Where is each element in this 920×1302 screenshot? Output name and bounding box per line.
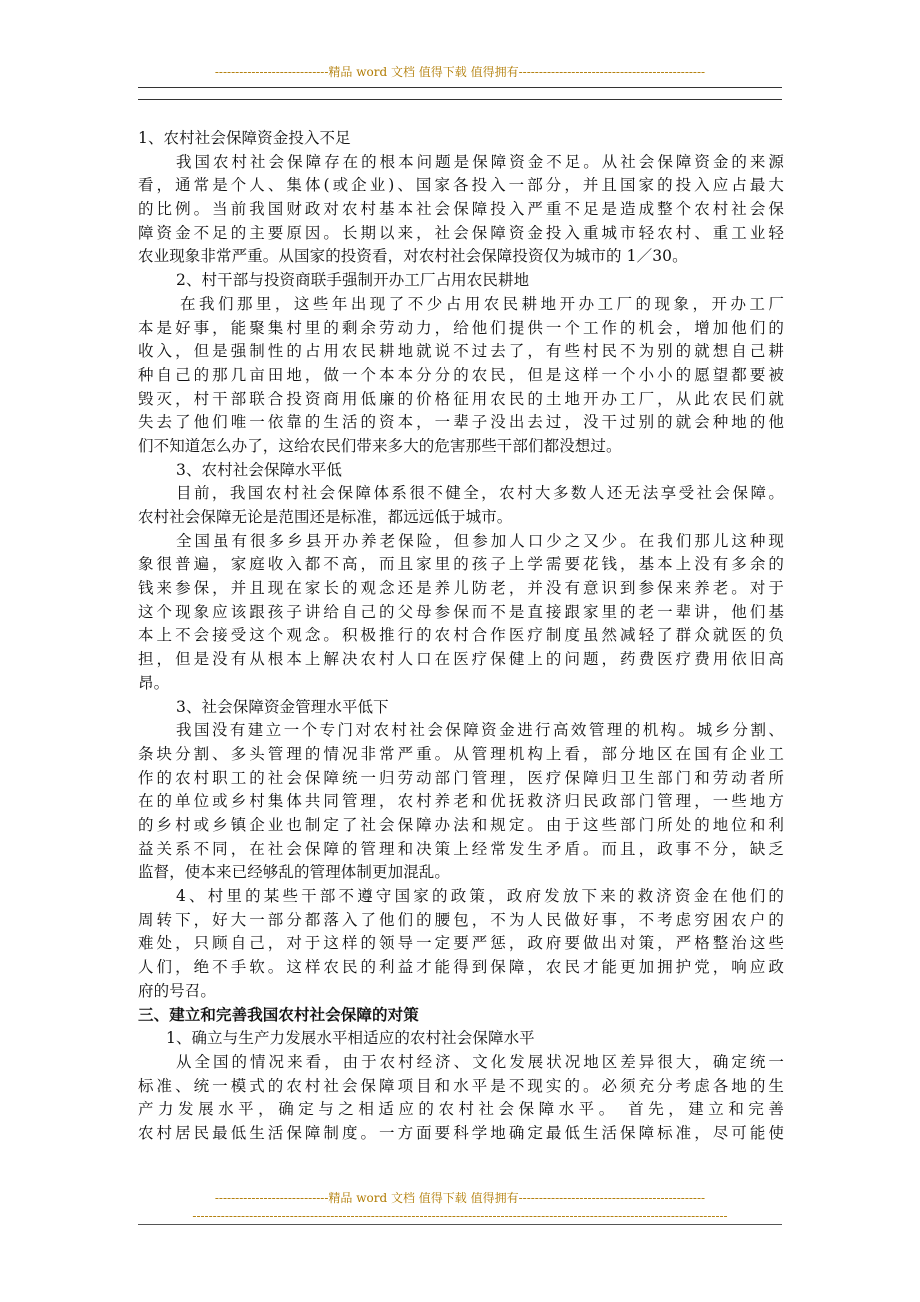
paragraph-line: 毁灭，村干部联合投资商用低廉的价格征用农民的土地开办工厂，从此农民们就 xyxy=(138,389,784,408)
paragraph-line: 农村社会保障无论是范围还是标准，都远远低于城市。 xyxy=(138,508,513,526)
paragraph-line: 条块分割、多头管理的情况非常严重。从管理机构上看，部分地区在国有企业工 xyxy=(138,744,784,763)
paragraph-line: 益关系不同，在社会保障的管理和决策上经常发生矛盾。而且，政事不分，缺乏 xyxy=(138,839,784,858)
paragraph-line: 全国虽有很多乡县开办养老保险，但参加人口少之又少。在我们那儿这种现 xyxy=(176,531,784,550)
paragraph-line: 在我们那里，这些年出现了不少占用农民耕地开办工厂的现象，开办工厂 xyxy=(180,294,784,313)
paragraph-line: 障资金不足的主要原因。长期以来，社会保障资金投入重城市轻农村、重工业轻 xyxy=(138,223,784,242)
section-heading-1: 1、农村社会保障资金投入不足 xyxy=(138,129,351,147)
paragraph-line: 种自己的那几亩田地，做一个本本分分的农民，但是这样一个小小的愿望都要被 xyxy=(138,365,784,384)
paragraph-line: 农业现象非常严重。从国家的投资看，对农村社会保障投资仅为城市的 1／30。 xyxy=(138,247,688,266)
paragraph-line: 本是好事，能聚集村里的剩余劳动力，给他们提供一个工作的机会，增加他们的 xyxy=(138,318,784,337)
footer-banner: ----------------------------精品 word 文档 值得下载 值得拥有---------------------------------------------- xyxy=(214,1191,706,1205)
paragraph-line: 在的单位或乡村集体共同管理，农村养老和优抚救济归民政部门管理，一些地方 xyxy=(138,792,784,811)
paragraph-line: 我国农村社会保障存在的根本问题是保障资金不足。从社会保障资金的来源 xyxy=(176,152,784,171)
footer-rule xyxy=(138,1224,782,1225)
paragraph-line: 本上不会接受这个观念。积极推行的农村合作医疗制度虽然减轻了群众就医的负 xyxy=(138,626,784,645)
paragraph-line: 作的农村职工的社会保障统一归劳动部门管理，医疗保障归卫生部门和劳动者所 xyxy=(138,768,784,787)
paragraph-line: 产力发展水平，确定与之相适应的农村社会保障水平。 首先，建立和完善 xyxy=(138,1100,784,1119)
section-heading-3: 3、农村社会保障水平低 xyxy=(176,460,342,479)
paragraph-line: 们不知道怎么办了，这给农民们带来多大的危害那些干部们都没想过。 xyxy=(138,436,622,455)
paragraph-line: 农村居民最低生活保障制度。一方面要科学地确定最低生活保障标准，尽可能使 xyxy=(138,1123,784,1142)
paragraph-line: 昂。 xyxy=(138,673,170,692)
paragraph-line: 标准、统一模式的农村社会保障项目和水平是不现实的。必须充分考虑各地的生 xyxy=(138,1076,784,1095)
paragraph-line: 难处，只顾自己，对于这样的领导一定要严惩，政府要做出对策，严格整治这些 xyxy=(138,934,784,953)
paragraph-line: 失去了他们唯一依靠的生活的资本，一辈子没出去过，没干过别的就会种地的他 xyxy=(138,413,784,432)
paragraph-line: 从全国的情况来看，由于农村经济、文化发展状况地区差异很大，确定统一 xyxy=(176,1052,784,1071)
section-heading-2: 2、村干部与投资商联手强制开办工厂占用农民耕地 xyxy=(176,271,530,290)
paragraph-line: 周转下，好大一部分都落入了他们的腰包，不为人民做好事，不考虑穷困农户的 xyxy=(138,910,784,929)
paragraph-line: 4、村里的某些干部不遵守国家的政策，政府发放下来的救济资金在他们的 xyxy=(176,887,784,905)
paragraph-line: 监督，使本来已经够乱的管理体制更加混乱。 xyxy=(138,863,451,882)
section-heading-5: 1、确立与生产力发展水平相适应的农村社会保障水平 xyxy=(166,1029,535,1048)
paragraph-line: 的比例。当前我国财政对农村基本社会保障投入严重不足是造成整个农村社会保 xyxy=(138,200,784,219)
paragraph-line: 担，但是没有从根本上解决农村人口在医疗保健上的问题，药费医疗费用依旧高 xyxy=(138,650,784,669)
paragraph-line: 府的号召。 xyxy=(138,981,217,1000)
paragraph-line: 象很普遍，家庭收入都不高，而且家里的孩子上学需要花钱，基本上没有多余的 xyxy=(138,555,784,574)
paragraph-line: 钱来参保，并且现在家长的观念还是养儿防老，并没有意识到参保来养老。对于 xyxy=(138,579,784,598)
paragraph-line: 我国没有建立一个专门对农村社会保障资金进行高效管理的机构。城乡分割、 xyxy=(176,721,784,740)
paragraph-line: 人们，绝不手软。这样农民的利益才能得到保障，农民才能更加拥护党，响应政 xyxy=(138,958,784,977)
paragraph-line: 收入，但是强制性的占用农民耕地就说不过去了，有些村民不为别的就想自己耕 xyxy=(138,342,784,361)
paragraph-line: 目前，我国农村社会保障体系很不健全，农村大多数人还无法享受社会保障。 xyxy=(176,484,784,503)
footer-dash-line: ------------------------------------------------------------------------------------------------------------------------------------ xyxy=(192,1209,728,1223)
document-body xyxy=(138,127,784,1191)
header-rule-lower xyxy=(138,99,782,100)
chapter-heading: 三、建立和完善我国农村社会保障的对策 xyxy=(138,1005,419,1025)
header-rule-upper xyxy=(138,87,782,88)
paragraph-line: 看，通常是个人、集体(或企业)、国家各投入一部分，并且国家的投入应占最大 xyxy=(138,176,784,195)
paragraph-line: 这个现象应该跟孩子讲给自己的父母参保而不是直接跟家里的老一辈讲，他们基 xyxy=(138,602,784,621)
section-heading-4: 3、社会保障资金管理水平低下 xyxy=(176,697,389,716)
paragraph-line: 的乡村或乡镇企业也制定了社会保障办法和规定。由于这些部门所处的地位和利 xyxy=(138,815,784,834)
header-banner: ----------------------------精品 word 文档 值得下载 值得拥有---------------------------------------------- xyxy=(214,65,706,79)
